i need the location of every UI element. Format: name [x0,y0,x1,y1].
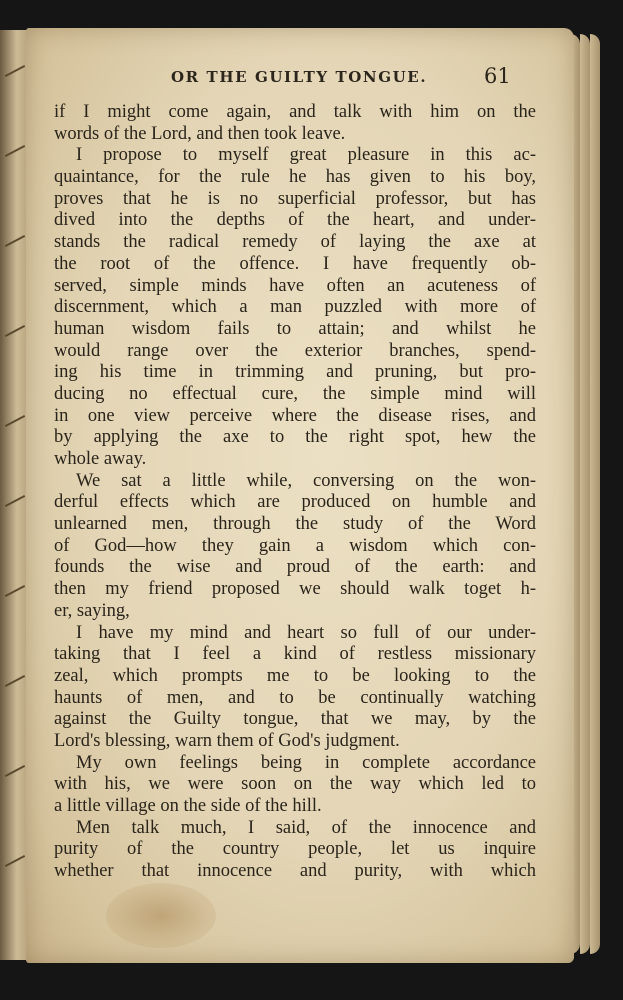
text-line: Lord's blessing, warn them of God's judgment. [54,730,400,751]
text-line: er, saying, [54,600,130,621]
text-line: haunts of men, and to be continually watching [54,687,536,708]
text-line: against the Guilty tongue, that we may, by the [54,709,536,730]
text-line: of God—how they gain a wisdom which con- [54,535,536,556]
binding-thread [5,675,25,687]
binding-thread [5,585,25,597]
text-line: founds the wise and proud of the earth: and [54,557,536,578]
text-line: a little village on the side of the hill. [54,796,322,816]
binding-thread [5,235,25,247]
binding-thread [5,65,25,77]
body-text [54,102,536,883]
book-page [26,28,574,963]
text-line: proves that he is no superficial professor, but has [54,188,536,209]
text-line: whole away. [54,449,147,469]
text-line: Men talk much, I said, of the innocence and [76,817,536,838]
text-line: unlearned men, through the study of the Word [54,514,536,535]
text-line: I have my mind and heart so full of our under- [76,622,536,643]
text-line: ducing no effectual cure, the simple mind will [54,383,536,404]
binding-thread [5,325,25,337]
text-line: zeal, which prompts me to be looking to the [54,665,536,686]
text-line: purity of the country people, let us inquire [54,839,536,860]
binding-thread [5,495,25,507]
facing-page-edge [0,30,29,960]
text-line: served, simple minds have often an acuteness of [54,275,536,296]
text-line: I propose to myself great pleasure in this ac- [76,145,536,166]
text-line: dived into the depths of the heart, and under- [54,210,536,231]
text-line: discernment, which a man puzzled with more of [54,297,536,318]
text-line: stands the radical remedy of laying the axe at [54,232,536,253]
text-line: then my friend proposed we should walk toget h- [54,579,536,600]
text-line: the root of the offence. I have frequently ob- [54,253,536,274]
text-line: quaintance, for the rule he has given to his boy, [54,167,536,188]
text-line: with his, we were soon on the way which led to [54,774,536,795]
text-line: by applying the axe to the right spot, hew the [54,427,536,448]
text-line: My own feelings being in complete accordance [76,752,536,773]
page-edge-stack [580,34,590,954]
text-line: human wisdom fails to attain; and whilst he [54,318,536,339]
text-line: whether that innocence and purity, with which [54,861,536,882]
text-line: in one view perceive where the disease rises, and [54,405,536,426]
running-head: OR THE GUILTY TONGUE. [171,68,428,86]
binding-thread [5,765,25,777]
page-edge-stack [590,34,600,954]
binding-thread [5,415,25,427]
text-line: would range over the exterior branches, spend- [54,340,536,361]
text-line: We sat a little while, conversing on the won- [76,470,536,491]
text-line: ing his time in trimming and pruning, but pro- [54,362,536,383]
page-number: 61 [484,64,511,88]
water-stain [106,883,216,948]
page-header [26,64,574,92]
text-line: words of the Lord, and then took leave. [54,123,346,144]
text-line: if I might come again, and talk with him on the [54,102,536,122]
text-line: derful effects which are produced on humble and [54,492,536,513]
binding-thread [5,145,25,157]
text-line: taking that I feel a kind of restless missionary [54,644,536,665]
binding-thread [5,855,25,867]
